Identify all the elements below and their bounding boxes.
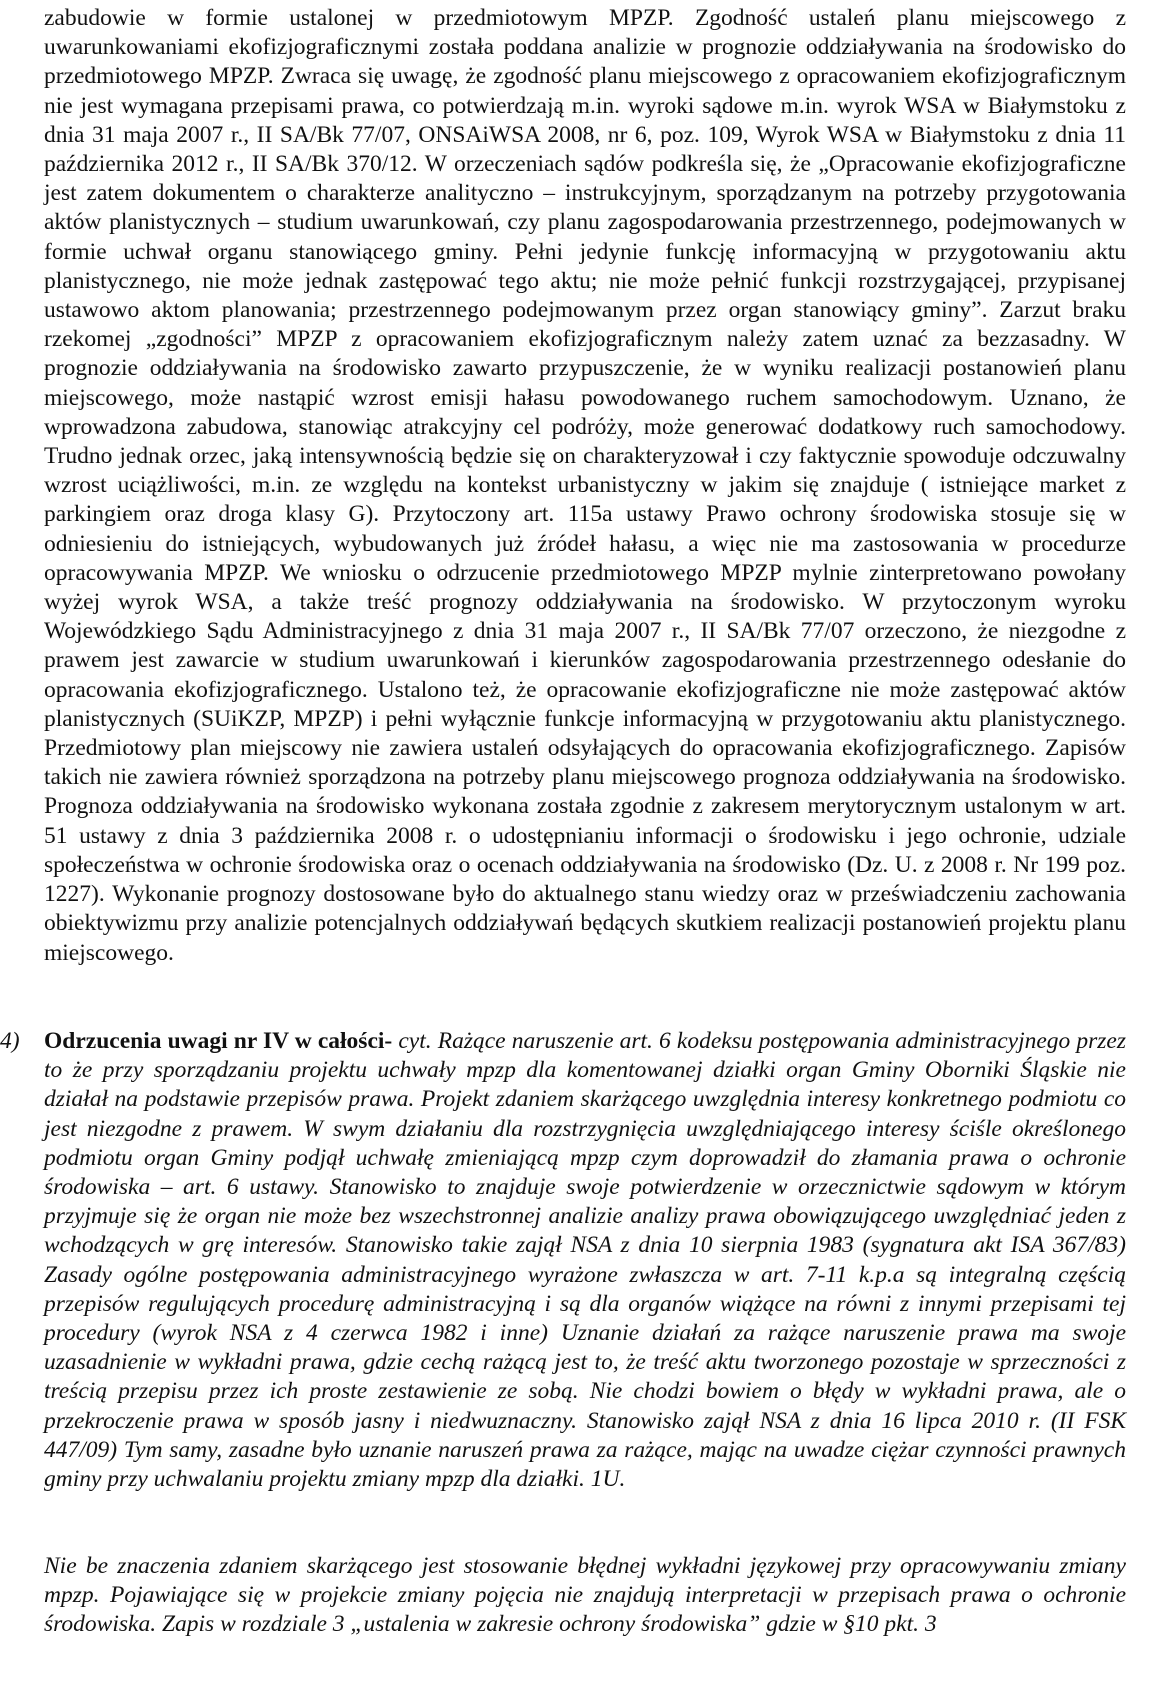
body-paragraph: zabudowie w formie ustalonej w przedmiotowym MPZP. Zgodność ustaleń planu miejscowego z uwarunkowaniami ekofizjograficznymi została poddana analizie w prognozie oddziaływania na środowisko do przedmiotowego MPZP. Zwraca się uwagę, że zgodność planu miejscowego z opracowaniem ekofizjograficznym nie jest wymagana przepisami prawa, co potwierdzają m.in. wyroki sądowe m.in. wyrok WSA w Białymstoku z dnia 31 maja 2007 r., II SA/Bk 77/07, ONSAiWSA 2008, nr 6, poz. 109, Wyrok WSA w Białymstoku z dnia 11 października 2012 r., II SA/Bk 370/12. W orzeczeniach sądów podkreśla się, że „Opracowanie ekofizjograficzne jest zatem dokumentem o charakterze analityczno – instrukcyjnym, sporządzanym na potrzeby przygotowania aktów planistycznych – studium uwarunkowań, czy planu zagospodarowania przestrzennego, podejmowanych w formie uchwał organu stanowiącego gminy. Pełni jedynie funkcję informacyjną w przygotowaniu aktu planistycznego, nie może jednak zastępować tego aktu; nie może pełnić funkcji rozstrzygającej, przypisanej ustawowo aktom planowania; przestrzennego podejmowanym przez organ stanowiący gminy”. Zarzut braku rzekomej „zgodności” MPZP z opracowaniem ekofizjograficznym należy zatem uznać za bezzasadny. W prognozie oddziaływania na środowisko zawarto przypuszczenie, że w wyniku realizacji postanowień planu miejscowego, może nastąpić wzrost emisji hałasu powodowanego ruchem samochodowym. Uznano, że wprowadzona zabudowa, stanowiąc atrakcyjny cel podróży, może generować dodatkowy ruch samochodowy. Trudno jednak orzec, jaką intensywnością będzie się on charakteryzował i czy faktycznie spowoduje odczuwalny wzrost uciążliwości, m.in. ze względu na kontekst urbanistyczny w jakim się znajduje ( istniejące market z parkingiem oraz droga klasy G). Przytoczony art. 115a ustawy Prawo ochrony środowiska stosuje się w odniesieniu do istniejących, wybudowanych już źródeł hałasu, a więc nie ma zastosowania w procedurze opracowywania MPZP. We wniosku o odrzucenie przedmiotowego MPZP mylnie zinterpretowano powołany wyżej wyrok WSA, a także treść prognozy oddziaływania na środowisko. W przytoczonym wyroku Wojewódzkiego Sądu Administracyjnego z dnia 31 maja 2007 r., II SA/Bk 77/07 orzeczono, że niezgodne z prawem jest zawarcie w studium uwarunkowań i kierunków zagospodarowania przestrzennego odesłanie do opracowania ekofizjograficznego. Ustalono też, że opracowanie ekofizjograficzne nie może zastępować aktów planistycznych (SUiKZP, MPZP) i pełni wyłącznie funkcje informacyjną w przygotowaniu aktu planistycznego. Przedmiotowy plan miejscowy nie zawiera ustaleń odsyłających do opracowania ekofizjograficznego. Zapisów takich nie zawiera również sporządzona na potrzeby planu miejscowego prognoza oddziaływania na środowisko. Prognoza oddziaływania na środowisko wykonana została zgodnie z zakresem merytorycznym ustalonym w art. 51 ustawy z dnia 3 października 2008 r. o udostępnianiu informacji o środowisku i jego ochronie, udziale społeczeństwa w ochronie środowiska oraz o ocenach oddziaływania na środowisko (Dz. U. z 2008 r. Nr 199 poz. 1227). Wykonanie prognozy dostosowane było do aktualnego stanu wiedzy oraz w przeświadczeniu zachowania obiektywizmu przy analizie potencjalnych oddziaływań będących skutkiem realizacji postanowień projektu planu miejscowego. <box>44 5 1126 966</box>
list-item-quote: cyt. Rażące naruszenie art. 6 kodeksu postępowania administracyjnego przez to że przy sporządzaniu projektu uchwały mpzp dla komentowanej działki organ Gminy Oborniki Śląskie nie działał na podstawie przepisów prawa. Projekt zdaniem skarżącego uwzględnia interesy konkretnego podmiotu co jest niezgodne z prawem. W swym działaniu dla rozstrzygnięcia uwzględniającego interesy ściśle określonego podmiotu organ Gminy podjął uchwałę zmieniającą mpzp czym doprowadził do złamania prawa o ochronie środowiska – art. 6 ustawy. Stanowisko to znajduje swoje potwierdzenie w orzecznictwie sądowym w którym przyjmuje się że organ nie może bez wszechstronnej analizie analizy prawa obowiązującego uwzględniać jeden z wchodzących w grę interesów. Stanowisko takie zajął NSA z dnia 10 sierpnia 1983 (sygnatura akt ISA 367/83) Zasady ogólne postępowania administracyjnego wyrażone zwłaszcza w art. 7-11 k.p.a są integralną częścią przepisów regulujących procedurę administracyjną i są dla organów wiążące na równi z innymi przepisami tej procedury (wyrok NSA z 4 czerwca 1982 i inne) Uznanie działań za rażące naruszenie prawa ma swoje uzasadnienie w wykładni prawa, gdzie cechą rażącą jest to, że treść aktu tworzonego pozostaje w sprzeczności z treścią przepisu przez ich proste zestawienie ze sobą. Nie chodzi bowiem o błędy w wykładni prawa, ale o przekroczenie prawa w sposób jasny i niedwuznaczny. Stanowisko zajął NSA z dnia 16 lipca 2010 r. (II FSK 447/09) Tym samy, zasadne było uznanie naruszeń prawa za rażące, mając na uwadze ciężar czynności prawnych gminy przy uchwalaniu projektu zmiany mpzp dla działki. 1U. <box>44 1028 1126 1493</box>
continuation-paragraph: Nie be znaczenia zdaniem skarżącego jest stosowanie błędnej wykładni językowej przy opracowywaniu zmiany mpzp. Pojawiające się w projekcie zmiany pojęcia nie znajdują interpretacji w przepisach prawa o ochronie środowiska. Zapis w rozdziale 3 „ustalenia w zakresie ochrony środowiska” gdzie w §10 pkt. 3 <box>44 1553 1126 1638</box>
list-item-number: 4) <box>0 1028 20 1054</box>
list-item-heading: Odrzucenia uwagi nr IV w całości- <box>44 1028 393 1054</box>
list-item-body <box>44 1027 1126 1494</box>
